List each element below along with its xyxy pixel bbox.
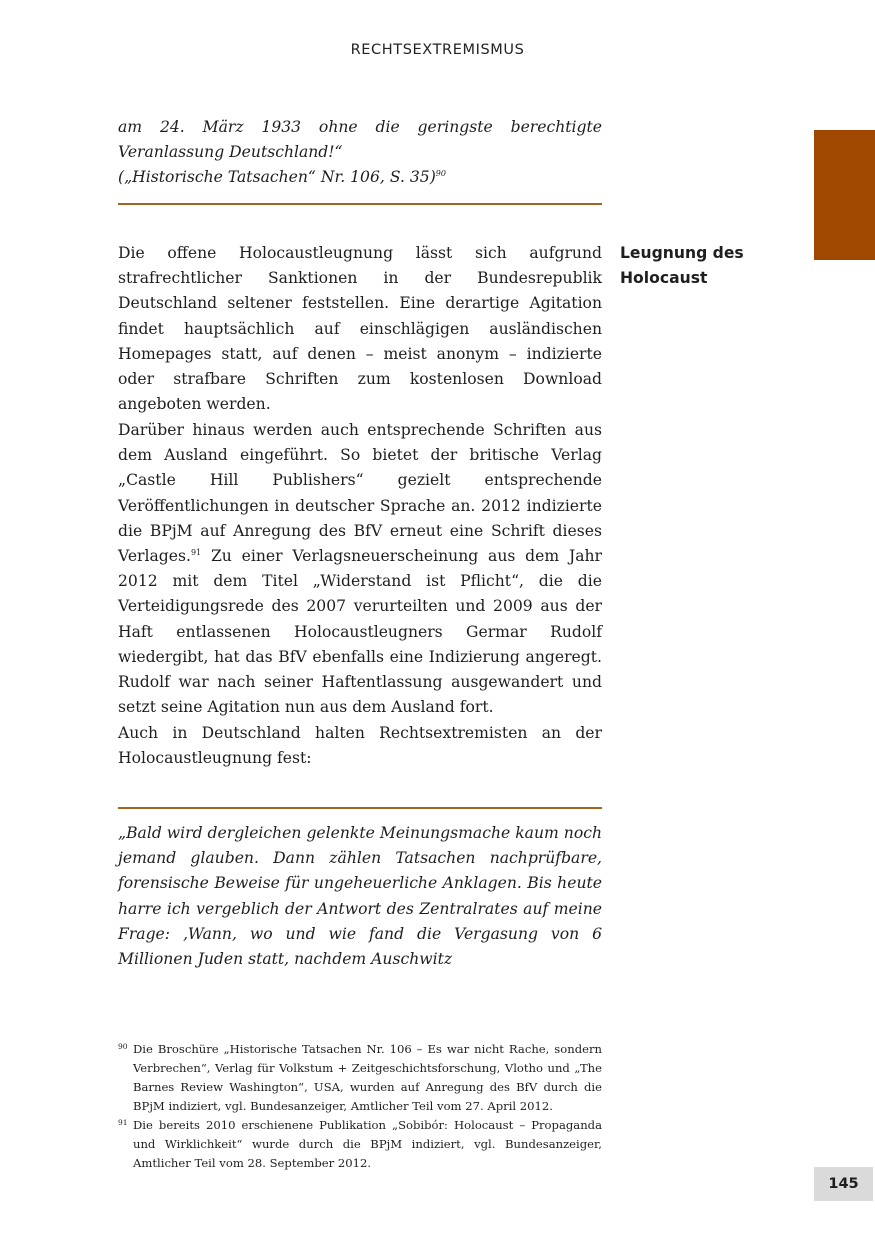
body-paragraph-1: Die offene Holocaustleugnung lässt sich aufgrund strafrechtlicher Sanktionen in der Bundesrepublik Deutschland seltener feststellen. Eine derartige Agitation findet hauptsächlich auf einschlägigen ausländischen Homepages statt, auf denen – meist anonym – indizierte oder strafbare Schriften zum kostenlosen Download angeboten werden.: [118, 244, 602, 414]
quote-divider-top: [118, 203, 602, 205]
footnote-text: Die bereits 2010 erschienene Publikation „Sobibór: Holocaust – Propaganda und Wirklichkeit“ wurde durch die BPjM indiziert, vgl. Bundesanzeiger, Amtlicher Teil vom 28. September 2012.: [133, 1118, 602, 1170]
body-paragraph-3: Auch in Deutschland halten Rechtsextremisten an der Holocaustleugnung fest:: [118, 724, 602, 768]
footnotes: [118, 1040, 602, 1173]
chapter-tab-marker: [814, 130, 875, 260]
footnote-ref-90[interactable]: 90: [435, 169, 446, 179]
quote-bottom: „Bald wird dergleichen gelenkte Meinungsmache kaum noch jemand glauben. Dann zählen Tatsachen nachprüfbare, forensische Beweise für ungeheuerliche Anklagen. Bis heute harre ich vergeblich der Antwort des Zentralrates auf meine Frage: ‚Wann, wo und wie fand die Vergasung von 6 Millionen Juden statt, nachdem Auschwitz: [118, 824, 602, 969]
body-paragraph-2-part-b: Zu einer Verlagsneuerscheinung aus dem Jahr 2012 mit dem Titel „Widerstand ist Pflicht“, die die Verteidigungsrede des 2007 verurteilten und 2009 aus der Haft entlassenen Holocaustleugners Germar Rudolf wiedergibt, hat das BfV ebenfalls eine Indizierung angeregt. Rudolf war nach seiner Haftentlassung ausgewandert und setzt seine Agitation nun aus dem Ausland fort.: [118, 547, 602, 717]
quote-top-text: am 24. März 1933 ohne die geringste berechtigte Veranlassung Deutschland!“: [118, 118, 602, 162]
quote-divider-bottom: [118, 807, 602, 809]
body-paragraph-2: [118, 418, 602, 720]
footnote-mark: 91: [118, 1118, 128, 1127]
quote-top-source: („Historische Tatsachen“ Nr. 106, S. 35): [118, 168, 436, 187]
margin-heading: Leugnung des Holocaust: [620, 244, 744, 288]
quote-top: [118, 115, 602, 191]
footnote-text: Die Broschüre „Historische Tatsachen Nr. 106 – Es war nicht Rache, sondern Verbrechen“, Verlag für Volkstum + Zeitgeschichtsforschung, Vlotho und „The Barnes Review Washington“, USA, wurden auf Anregung des BfV durch die BPjM indiziert, vgl. Bundesanzeiger, Amtlicher Teil vom 27. April 2012.: [133, 1042, 602, 1113]
footnote-90: [118, 1040, 602, 1116]
footnote-mark: 90: [118, 1042, 128, 1051]
footnote-91: [118, 1116, 602, 1173]
page-number: 145: [814, 1167, 873, 1201]
running-header: RECHTSEXTREMISMUS: [350, 42, 525, 58]
body-paragraph-2-part-a: Darüber hinaus werden auch entsprechende Schriften aus dem Ausland eingeführt. So bietet der britische Verlag „Castle Hill Publishers“ gezielt entsprechende Veröffentlichungen in deutscher Sprache an. 2012 indizierte die BPjM auf Anregung des BfV erneut eine Schrift dieses Verlages.: [118, 421, 602, 566]
footnote-ref-91[interactable]: 91: [190, 547, 202, 557]
